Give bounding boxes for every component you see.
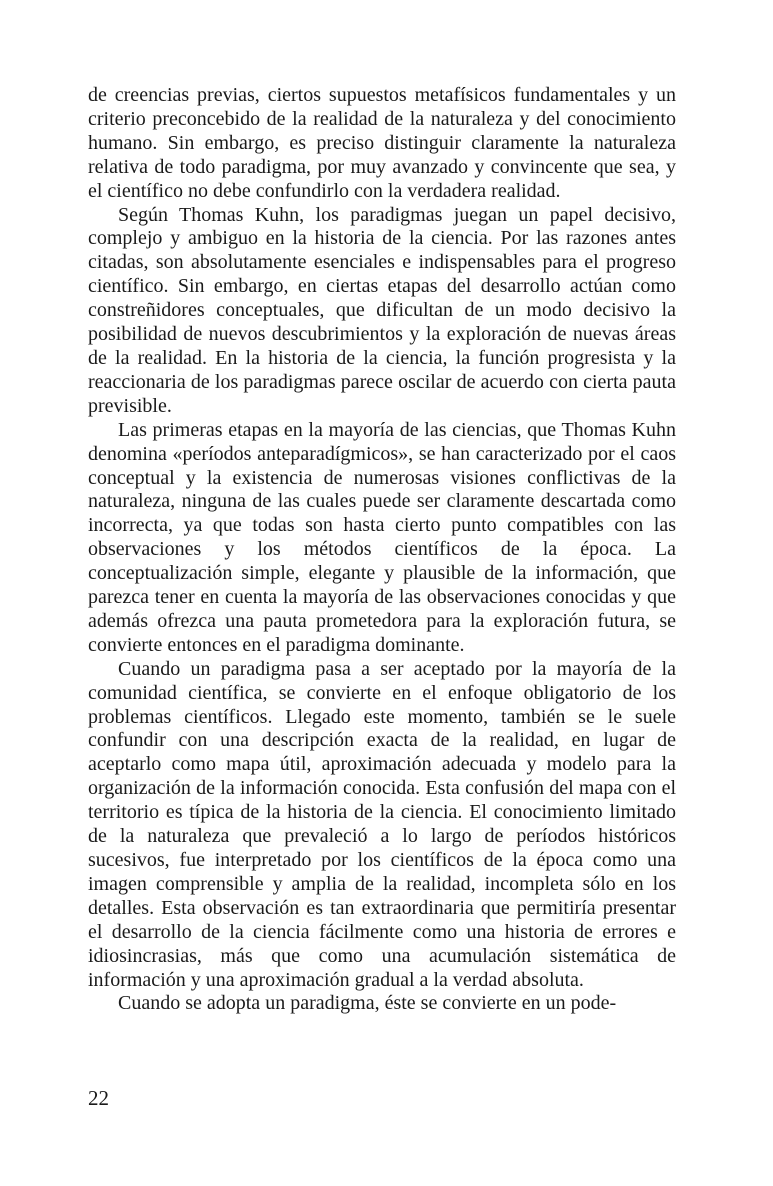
book-page-body xyxy=(88,84,676,1016)
paragraph-5: Cuando se adopta un paradigma, éste se convierte en un pode- xyxy=(118,992,617,1015)
paragraph-2: Según Thomas Kuhn, los paradigmas juegan un papel decisivo, complejo y ambiguo en la historia de la ciencia. Por las razones antes citadas, son absolutamente esenciales e indispensables para el progreso científico. Sin embargo, en ciertas etapas del desarrollo actúan como constreñidores conceptuales, que dificultan de un modo decisivo la posibilidad de nuevos descubrimientos y la exploración de nuevas áreas de la realidad. En la historia de la ciencia, la función progresista y la reaccionaria de los paradigmas parece oscilar de acuerdo con cierta pauta previsible. xyxy=(88,203,676,417)
paragraph-1: de creencias previas, ciertos supuestos metafísicos fundamentales y un criterio preconcebido de la realidad de la naturaleza y del conocimiento humano. Sin embargo, es preciso distinguir claramente la naturaleza relativa de todo paradigma, por muy avanzado y convincente que sea, y el científico no debe confundirlo con la verdadera realidad. xyxy=(88,84,676,202)
paragraph-4: Cuando un paradigma pasa a ser aceptado por la mayoría de la comunidad científica, se convierte en el enfoque obligatorio de los problemas científicos. Llegado este momento, también se le suele confundir con una descripción exacta de la realidad, en lugar de aceptarlo como mapa útil, aproximación adecuada y modelo para la organización de la información conocida. Esta confusión del mapa con el territorio es típica de la historia de la ciencia. El conocimiento limitado de la naturaleza que prevaleció a lo largo de períodos históricos sucesivos, fue interpretado por los científicos de la época como una imagen comprensible y amplia de la realidad, incompleta sólo en los detalles. Esta observación es tan extraordinaria que permitiría presentar el desarrollo de la ciencia fácilmente como una historia de errores e idiosincrasias, más que como una acumulación sistemática de información y una aproximación gradual a la verdad absoluta. xyxy=(88,657,676,991)
page-number: 22 xyxy=(88,1086,109,1110)
paragraph-3: Las primeras etapas en la mayoría de las ciencias, que Thomas Kuhn denomina «períodos anteparadígmicos», se han caracterizado por el caos conceptual y la existencia de numerosas visiones conflictivas de la naturaleza, ninguna de las cuales puede ser claramente descartada como incorrecta, ya que todas son hasta cierto punto compatibles con las observaciones y los métodos científicos de la época. La conceptualización simple, elegante y plausible de la información, que parezca tener en cuenta la mayoría de las observaciones conocidas y que además ofrezca una pauta prometedora para la exploración futura, se convierte entonces en el paradigma dominante. xyxy=(88,418,676,656)
